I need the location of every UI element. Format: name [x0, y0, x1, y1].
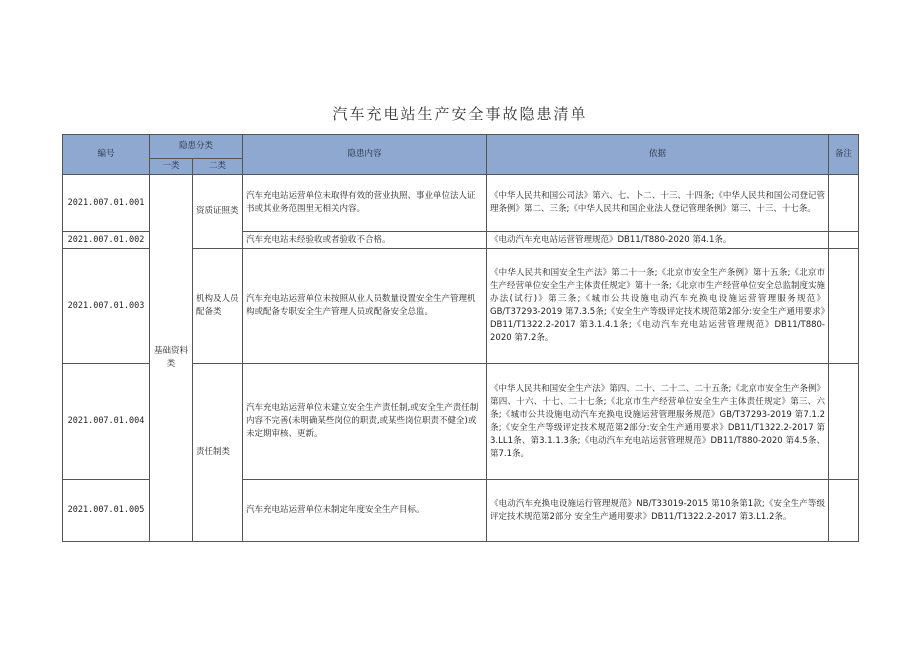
row-basis: 《电动汽车充电站运营管理规范》DB11/T880-2020 第4.1条。	[487, 232, 829, 249]
header-basis: 依据	[487, 135, 829, 175]
row-basis: 《中华人民共和国安全生产法》第四、二十、二十二、二十五条;《北京市安全生产条例》第四、十六、十七、二十七条;《北京市生产经营单位安全生产主体责任规定》第三、六条;《城市公共设施电动汽车充换电设施运营管理服务规范》GB/T37293-2019 第7.1.2条;《安全生产等级评定技术规范第2部分:安全生产通用要求》DB11/T1322.2-2017 第3.LL1条、第3.1.1.3条;《电动汽车充电站运营管理规范》DB11/T880-2020 第4.5条、第7.1条。	[487, 364, 829, 480]
row-remark	[829, 249, 859, 364]
row-remark	[829, 175, 859, 232]
cat2-cell: 机构及人员配备类	[193, 249, 243, 364]
cat2-cell: 责任制类	[193, 364, 243, 542]
hazard-table	[62, 134, 859, 542]
row-basis: 《中华人民共和国公司法》第六、七、卜二、十三、十四条;《中华人民共和国公司登记管理条例》第二、三条;《中华人民共和国企业法人登记管理条例》第三、十三、十七条。	[487, 175, 829, 232]
cat1-cell: 基础资料类	[150, 175, 193, 542]
row-remark	[829, 232, 859, 249]
row-content: 汽车充电站运营单位未建立安全生产责任制,或安全生产责任制内容不完善(未明确某些岗位的职责,或某些岗位职责不健全)或未定期审核、更新。	[243, 364, 487, 480]
table-row	[63, 175, 859, 232]
header-cat2: 二类	[193, 159, 243, 175]
row-code: 2021.007.01.001	[63, 175, 150, 232]
header-content: 隐患内容	[243, 135, 487, 175]
row-content: 汽车充电站运营单位未取得有效的营业执照、事业单位法人证书或其业务范围里无相关内容。	[243, 175, 487, 232]
row-code: 2021.007.01.004	[63, 364, 150, 480]
row-basis: 《电动汽车充换电设施运行管理规范》NB/T33019-2015 第10条第1款;《安全生产等级评定技术规范第2部分 安全生产通用要求》DB11/T1322.2-2017 第3.L1.2条。	[487, 480, 829, 542]
row-code: 2021.007.01.003	[63, 249, 150, 364]
header-code: 编号	[63, 135, 150, 175]
row-remark	[829, 480, 859, 542]
document-title: 汽车充电站生产安全事故隐患清单	[332, 105, 588, 123]
row-content: 汽车充电站运营单位未制定年度安全生产目标。	[243, 480, 487, 542]
cat2-cell: 资质证照类	[193, 175, 243, 249]
header-remark: 备注	[829, 135, 859, 175]
row-basis: 《中华人民共和国安全生产法》第二十一条;《北京市安全生产条例》第十五条;《北京市生产经营单位安全生产主体责任规定》第十一条;《北京市生产经营单位安全总监制度实施办法(试行)》第三条;《城市公共设施电动汽车充换电设施运营管理服务规范》GB/T37293-2019 第7.3.5条;《安全生产等级评定技术规范第2部分:安全生产通用要求》DB11/T1322.2-2017 第3.1.4.1条;《电动汽车充电站运营管理规范》DB11/T880-2020 第7.2条。	[487, 249, 829, 364]
row-code: 2021.007.01.005	[63, 480, 150, 542]
header-cat1: 一类	[150, 159, 193, 175]
row-content: 汽车充电站未经验收或者验收不合格。	[243, 232, 487, 249]
header-category: 隐患分类	[150, 135, 243, 159]
row-code: 2021.007.01.002	[63, 232, 150, 249]
row-content: 汽车充电站运营单位未按照从业人员数量设置安全生产管理机构或配备专职安全生产管理人员或配备安全总监。	[243, 249, 487, 364]
row-remark	[829, 364, 859, 480]
